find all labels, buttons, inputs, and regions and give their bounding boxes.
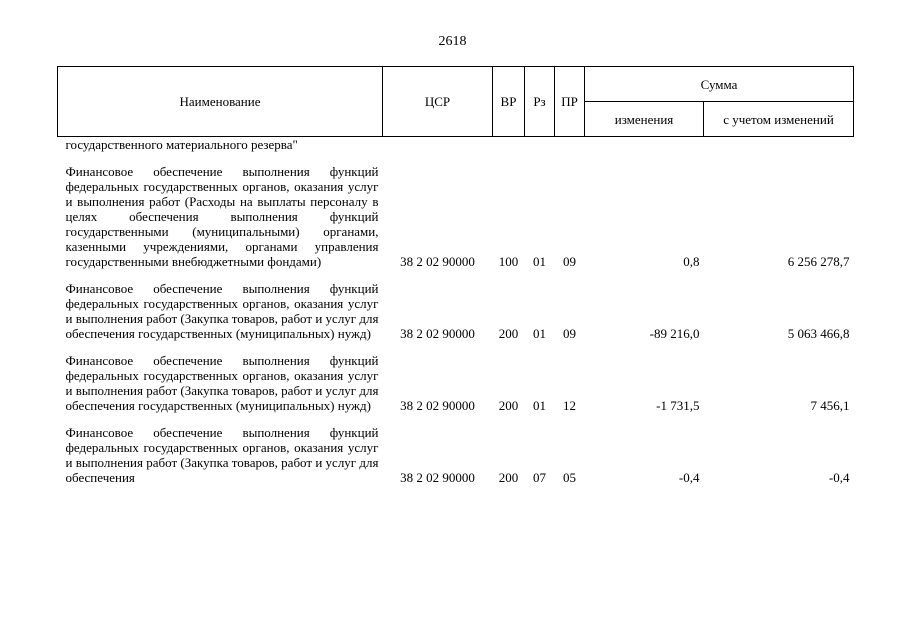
table-row	[58, 164, 854, 269]
row-csr: 38 2 02 90000	[400, 470, 475, 485]
row-pr: 12	[563, 398, 576, 413]
row-name: Финансовое обеспечение выполнения функций федеральных государственных органов, оказания услуг и выполнения работ (Закупка товаров, работ и услуг для обеспечения государственных (муниципальных) нужд)	[65, 281, 379, 341]
row-pr: 09	[563, 254, 576, 269]
row-csr: 38 2 02 90000	[400, 254, 475, 269]
row-gap	[58, 341, 854, 353]
header-with-change: с учетом изменений	[704, 102, 854, 137]
row-change: -1 731,5	[656, 398, 700, 413]
header-vr: ВР	[493, 67, 525, 137]
header-change: изменения	[585, 102, 704, 137]
header-csr: ЦСР	[383, 67, 493, 137]
row-pr: 05	[563, 470, 576, 485]
row-gap	[58, 152, 854, 164]
row-name: Финансовое обеспечение выполнения функций федеральных государственных органов, оказания услуг и выполнения работ (Закупка товаров, работ и услуг для обеспечения	[65, 425, 379, 485]
row-gap	[58, 269, 854, 281]
row-total: 7 456,1	[810, 398, 850, 413]
row-csr: 38 2 02 90000	[400, 398, 475, 413]
row-rz: 07	[533, 470, 546, 485]
row-vr: 100	[498, 254, 519, 269]
row-name: Финансовое обеспечение выполнения функций федеральных государственных органов, оказания услуг и выполнения работ (Расходы на выплаты персоналу в целях обеспечения выполнения функций государственными (муниципальными) органами, казенными учреждениями, органами управления государственными внебюджетными фондами)	[65, 164, 379, 269]
row-total: -0,4	[828, 470, 850, 485]
row-total: 6 256 278,7	[787, 254, 850, 269]
table-body	[58, 137, 854, 486]
row-csr: 38 2 02 90000	[400, 326, 475, 341]
row-rz: 01	[533, 398, 546, 413]
continuation-text: государственного материального резерва"	[65, 137, 298, 152]
row-change: 0,8	[683, 254, 700, 269]
row-vr: 200	[498, 326, 519, 341]
row-vr: 200	[498, 398, 519, 413]
table-row	[58, 425, 854, 485]
row-total: 5 063 466,8	[787, 326, 850, 341]
row-pr: 09	[563, 326, 576, 341]
page-number: 2618	[438, 34, 467, 49]
row-rz: 01	[533, 254, 546, 269]
row-name: Финансовое обеспечение выполнения функций федеральных государственных органов, оказания услуг и выполнения работ (Закупка товаров, работ и услуг для обеспечения государственных (муниципальных) нужд)	[65, 353, 379, 413]
row-change: -89 216,0	[649, 326, 700, 341]
header-pr: ПР	[555, 67, 585, 137]
row-rz: 01	[533, 326, 546, 341]
budget-table	[57, 66, 854, 485]
row-gap	[58, 413, 854, 425]
continuation-row	[58, 137, 854, 153]
header-rz: Рз	[525, 67, 555, 137]
row-vr: 200	[498, 470, 519, 485]
table-row	[58, 353, 854, 413]
table-header	[58, 67, 854, 137]
row-change: -0,4	[678, 470, 700, 485]
header-name: Наименование	[58, 67, 383, 137]
header-sum: Сумма	[585, 67, 854, 102]
table-row	[58, 281, 854, 341]
